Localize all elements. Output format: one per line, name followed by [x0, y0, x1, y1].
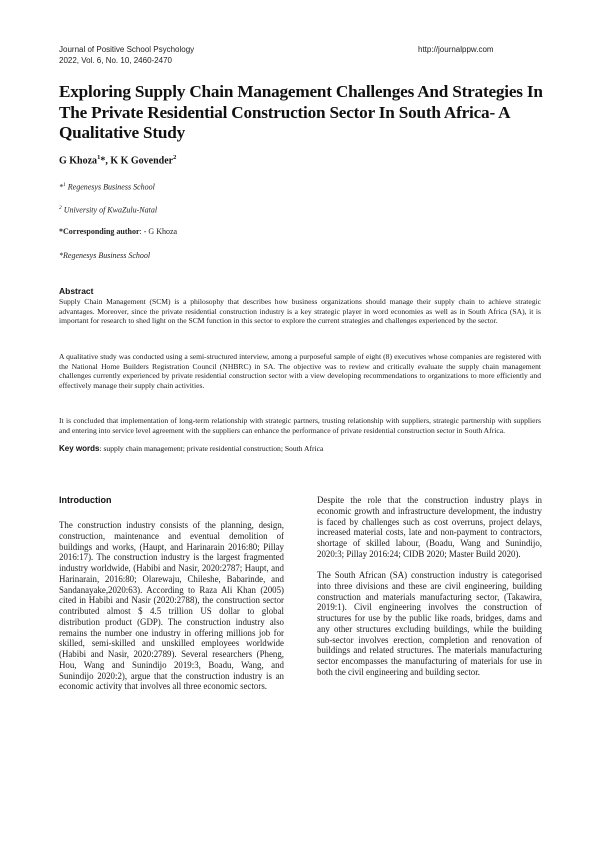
author-separator: ,: [105, 155, 111, 167]
corresponding-affiliation: *Regenesys Business School: [59, 251, 151, 260]
author-2-sup: 2: [173, 154, 177, 161]
affiliation-1: [59, 182, 155, 192]
paper-title: Exploring Supply Chain Management Challenges And Strategies In The Private Residential Construction Sector In South Africa- A Qualitative Study: [59, 82, 543, 142]
intro-right-paragraph-1: Despite the role that the construction industry plays in economic growth and infrastructure development, the industry is faced by challenges such as cost overruns, project delays, increased material costs, late and non-payment to contractors, shortage of skilled labour, (Boadu, Wang and Sunindijo, 2020:3; Pillay 2016:24; CIDB 2020; Master Build 2020).: [317, 495, 542, 559]
intro-left-paragraph-1: The construction industry consists of the planning, design, construction, maintenance and eventual demolition of buildings and works, (Haupt, and Harinarain 2016:80; Pillay 2016:17). The construction industry is the largest fragmented industry worldwide, (Habibi and Nasir, 2020:2787; Haupt, and Harinarain, 2016:80; Olarewaju, Chileshe, Babarinde, and Sandanayake,2020:63). According to Raza Ali Khan (2005) cited in Habibi and Nasir (2020:2788), the construction sector contributed almost $ 4.5 trillion US dollar to global distribution product (GDP). The construction industry also remains the number one industry in offering millions job for skilled, semi-skilled and unskilled employees worldwide (Habibi and Nasir, 2020:2789). Several researchers (Pheng, Hou, Wang and Sunindijo 2019:3, Boadu, Wang, and Sunindijo 2020:2), argue that the construction industry is an economic activity that involves all three economic sectors.: [59, 520, 284, 692]
author-1-sup: 1: [97, 154, 101, 161]
journal-name: Journal of Positive School Psychology: [59, 45, 195, 54]
abstract-paragraph-2: A qualitative study was conducted using a semi-structured interview, among a purposeful sample of eight (8) executives whose companies are registered with the National Home Builders Registration Council (NHBRC) in SA. The objective was to review and critically evaluate the supply chain management challenges currently experienced by private residential construction sector with a view developing recommendations to organizations to more efficiently and effectively manage their supply chain activities.: [59, 352, 541, 390]
affiliation-2-name: University of KwaZulu-Natal: [63, 205, 158, 215]
abstract-paragraph-3: It is concluded that implementation of long-term relationship with strategic partners, trusting relationship with suppliers, strategic partnership with suppliers and entering into service level agreement with the suppliers can enhance the performance of private residential construction sector in South Africa.: [59, 416, 541, 435]
author-1-name: G Khoza: [59, 155, 98, 167]
corresponding-label: *Corresponding author: [59, 227, 140, 236]
author-2-name: K K Govender: [110, 155, 174, 167]
keywords: [59, 444, 541, 454]
author-1-star: *: [100, 155, 106, 167]
affiliation-2-sup: 2: [59, 205, 62, 211]
affiliation-1-sup: 1: [63, 182, 66, 188]
intro-right-paragraph-2: The South African (SA) construction industry is categorised into three divisions and these are civil engineering, building construction and materials manufacturing sector, (Takawira, 2019:1). Civil engineering involves the construction of structures for use by the public like roads, bridges, dams and any other structures excluding buildings, while the building sub-sector involves erection, completion and renovation of buildings and related structures. The materials manufacturing sector encompasses the manufacturing of materials for use in both the civil engineering and building sector.: [317, 570, 542, 677]
author-line: [59, 154, 176, 166]
affiliation-2: [59, 205, 157, 215]
journal-url[interactable]: http://journalppw.com: [418, 45, 494, 54]
abstract-paragraph-1: Supply Chain Management (SCM) is a philosophy that describes how business organizations should manage their supply chain to achieve strategic advantages. Moreover, since the private residential construction industry is a key strategic player in word economies as well as in South Africa (SA), it is important for research to shed light on the SCM function in this sector to explore the current strategies and challenges experienced by the sector.: [59, 297, 541, 326]
corresponding-value: : - G Khoza: [139, 227, 178, 236]
abstract-heading: Abstract: [59, 286, 94, 296]
left-column: [59, 520, 284, 692]
journal-issue: 2022, Vol. 6, No. 10, 2460-2470: [59, 56, 172, 65]
keywords-label: Key words: [59, 444, 100, 453]
keywords-value: : supply chain management; private residential construction; South Africa: [99, 444, 324, 453]
introduction-heading: Introduction: [59, 495, 112, 505]
affiliation-1-prefix: *: [59, 182, 63, 192]
right-column: [317, 495, 542, 678]
affiliation-1-name: Regenesys Business School: [67, 182, 155, 192]
corresponding-author: [59, 227, 177, 236]
